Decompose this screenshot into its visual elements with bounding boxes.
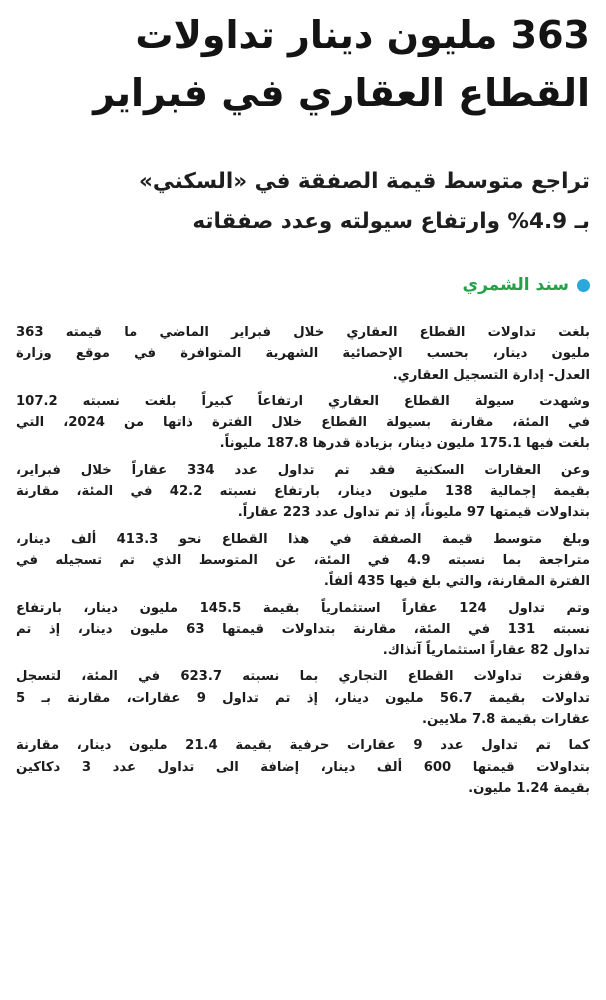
paragraph: [16, 666, 590, 730]
paragraph-line: وقفزت تداولات القطاع التجاري بما نسبته 623.7 في المئة، لتسجل: [16, 669, 590, 685]
headline: [16, 6, 590, 122]
bullet-dot-icon: [577, 279, 590, 292]
paragraph-line: بلغت فيها 175.1 مليون دينار، بزيادة قدرها 187.8 مليوناً.: [219, 436, 590, 452]
paragraph-line: في المئة، مقارنة بسيولة القطاع خلال الفترة ذاتها من 2024، التي: [16, 415, 590, 431]
paragraph-line: وشهدت سيولة القطاع العقاري ارتفاعاً كبيراً بلغت نسبته 107.2: [16, 393, 590, 409]
byline: [16, 270, 590, 300]
paragraph-line: كما تم تداول عدد 9 عقارات حرفية بقيمة 21.4 مليون دينار، مقارنة: [16, 738, 590, 754]
paragraph: [16, 598, 590, 662]
paragraph-line: نسبته 131 في المئة، مقارنة بتداولات قيمتها 63 مليون دينار، إذ تم: [16, 621, 590, 637]
paragraph: [16, 322, 590, 386]
paragraph-line: وتم تداول 124 عقاراً استثمارياً بقيمة 145.5 مليون دينار، بارتفاع: [16, 600, 590, 616]
paragraph-line: بلغت تداولات القطاع العقاري خلال فبراير الماضي ما قيمته 363: [16, 325, 590, 340]
paragraph: [16, 460, 590, 524]
paragraph-line: مليون دينار، بحسب الإحصائية الشهرية المتوافرة في موقع وزارة: [16, 346, 590, 362]
article-body: [16, 322, 590, 799]
paragraph-line: تداول 82 عقاراً استثمارياً آنذاك.: [382, 643, 590, 659]
paragraph-line: تداولات بقيمة 56.7 مليون دينار، إذ تم تداول 9 عقارات، مقارنة بـ 5: [16, 690, 590, 706]
paragraph: [16, 529, 590, 593]
paragraph-line: العدل- إدارة التسجيل العقاري.: [392, 367, 590, 383]
author-name: سند الشمري: [462, 275, 569, 295]
paragraph-line: متراجعة بما نسبته 4.9 في المئة، عن المتوسط الذي تم تسجيله في: [16, 552, 590, 568]
paragraph-line: بتداولات قيمتها 97 مليوناً، إذ تم تداول عدد 223 عقاراً.: [237, 505, 590, 521]
paragraph-line: بقيمة 1.24 مليون.: [468, 780, 590, 796]
paragraph-line: وعن العقارات السكنية فقد تم تداول عدد 334 عقاراً خلال فبراير،: [16, 462, 590, 478]
paragraph: [16, 735, 590, 799]
paragraph-line: عقارات بقيمة 7.8 ملايين.: [421, 712, 590, 728]
paragraph-line: الفترة المقارنة، والتي بلغ فيها 435 ألفاً.: [323, 574, 590, 590]
paragraph-line: وبلغ متوسط قيمة الصفقة في هذا القطاع نحو 413.3 ألف دينار،: [16, 531, 590, 547]
paragraph-line: بتداولات قيمتها 600 ألف دينار، إضافة الى تداول عدد 3 دكاكين: [16, 759, 590, 775]
subheadline-line: تراجع متوسط قيمة الصفقة في «السكني»: [138, 169, 590, 194]
subheadline-line: بـ 4.9% وارتفاع سيولته وعدد صفقاته: [192, 209, 590, 234]
subheadline: [16, 162, 590, 242]
headline-line: 363 مليون دينار تداولات: [135, 13, 590, 57]
paragraph: [16, 391, 590, 455]
paragraph-line: بقيمة إجمالية 138 مليون دينار، بارتفاع نسبته 42.2 في المئة، مقارنة: [16, 484, 590, 500]
headline-line: القطاع العقاري في فبراير: [93, 71, 590, 115]
